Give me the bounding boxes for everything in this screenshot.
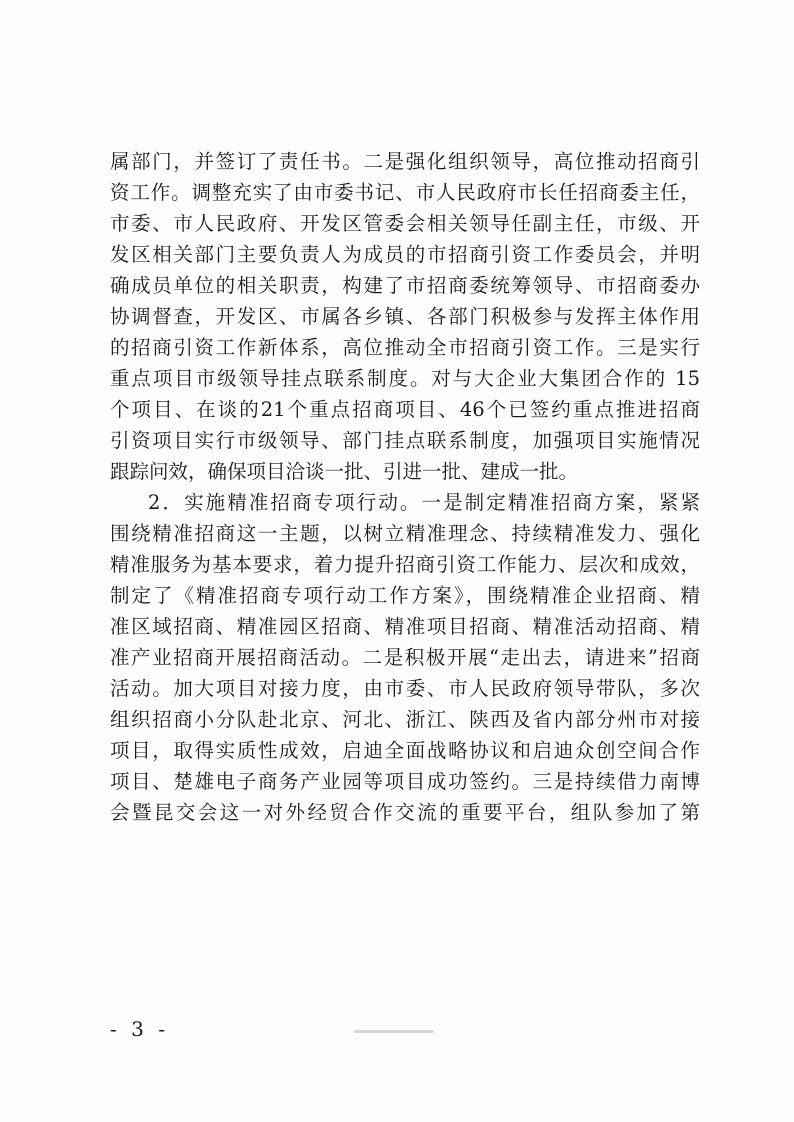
text-line: 会暨昆交会这一对外经贸合作交流的重要平台，组队参加了第 xyxy=(110,801,700,824)
text-line: 项目、楚雄电子商务产业园等项目成功签约。三是持续借力南博 xyxy=(110,770,700,793)
text-line: 精准服务为基本要求，着力提升招商引资工作能力、层次和成效， xyxy=(110,553,700,576)
text-line: 跟踪问效，确保项目洽谈一批、引进一批、建成一批。 xyxy=(110,460,579,483)
scan-artifact xyxy=(354,1030,434,1033)
text-line: 活动。加大项目对接力度，由市委、市人民政府领导带队，多次 xyxy=(110,677,700,700)
body-text xyxy=(110,146,700,828)
text-line: 引资项目实行市级领导、部门挂点联系制度，加强项目实施情况 xyxy=(110,429,700,452)
text-line: 资工作。调整充实了由市委书记、市人民政府市长任招商委主任， xyxy=(110,181,700,204)
text-line: 准区域招商、精准园区招商、精准项目招商、精准活动招商、精 xyxy=(110,615,700,638)
text-line: 发区相关部门主要负责人为成员的市招商引资工作委员会，并明 xyxy=(110,243,700,266)
text-line: 协调督查，开发区、市属各乡镇、各部门积极参与发挥主体作用 xyxy=(110,305,700,328)
text-line: 重点项目市级领导挂点联系制度。对与大企业大集团合作的 15 xyxy=(110,367,700,390)
text-line: 项目，取得实质性成效，启迪全面战略协议和启迪众创空间合作 xyxy=(110,739,700,762)
text-line: 的招商引资工作新体系，高位推动全市招商引资工作。三是实行 xyxy=(110,336,700,359)
text-line: 围绕精准招商这一主题，以树立精准理念、持续精准发力、强化 xyxy=(110,522,700,545)
text-line: 市委、市人民政府、开发区管委会相关领导任副主任，市级、开 xyxy=(110,212,700,235)
text-line: 确成员单位的相关职责，构建了市招商委统筹领导、市招商委办 xyxy=(110,274,700,297)
text-line: 组织招商小分队赴北京、河北、浙江、陕西及省内部分州市对接 xyxy=(110,708,700,731)
text-line: 个项目、在谈的21个重点招商项目、46个已签约重点推进招商 xyxy=(110,398,700,421)
text-line: 属部门，并签订了责任书。二是强化组织领导，高位推动招商引 xyxy=(110,150,700,173)
section-heading-line: 2．实施精准招商专项行动。一是制定精准招商方案，紧紧 xyxy=(148,491,700,514)
text-line: 制定了《精准招商专项行动工作方案》，围绕精准企业招商、精 xyxy=(110,584,700,607)
text-line: 准产业招商开展招商活动。二是积极开展“走出去，请进来”招商 xyxy=(110,646,700,669)
page-number: - 3 - xyxy=(110,1017,169,1041)
